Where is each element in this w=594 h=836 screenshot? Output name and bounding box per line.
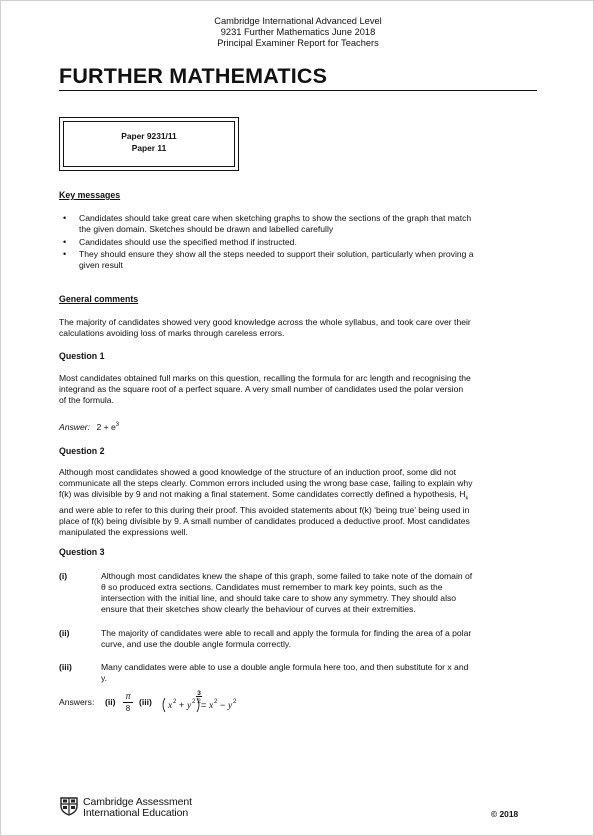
svg-text:2: 2: [173, 699, 177, 705]
text-line: Most candidates obtained full marks on this question, recalling the formula for arc length and recognising the: [59, 373, 471, 383]
bullet-2: [79, 237, 537, 248]
paper-code: Paper 9231/11: [121, 131, 177, 141]
question-3-heading: Question 3: [59, 547, 105, 557]
key-messages-heading: Key messages: [59, 190, 121, 200]
text-line: y.: [101, 673, 108, 683]
part-label: (iii): [59, 662, 72, 672]
text-line: of the formula.: [59, 395, 114, 405]
svg-text:=: =: [201, 700, 207, 710]
general-comments-heading: General comments: [59, 294, 139, 304]
answers-label: Answers:: [59, 697, 95, 707]
text-line: Although most candidates knew the shape of this graph, some failed to take note of the domain of: [101, 571, 473, 581]
svg-text:−: −: [220, 700, 226, 710]
bullet-3-line-1: They should ensure they show all the steps needed to support their solution, particularly when proving a: [79, 249, 474, 259]
fraction-denominator: 8: [125, 704, 131, 713]
question-2-text: [59, 467, 537, 538]
part-label: (i): [59, 571, 68, 581]
hypothesis-subscript: k: [465, 495, 469, 502]
text-line: curve, and use the double angle formula correctly.: [101, 639, 291, 649]
bullet-1-line-2: the given domain. Sketches should be drawn and labelled carefully: [79, 224, 334, 234]
text-line: The majority of candidates were able to recall and apply the formula for finding the area of a polar: [101, 628, 472, 638]
text-line: calculations avoiding loss of marks through careless errors.: [59, 328, 285, 338]
general-comments-text: [59, 317, 537, 339]
text-line: place of f(k) being divisible by 9. A small number of candidates produced a deductive proof. Most candidates: [59, 515, 470, 526]
svg-text:2: 2: [233, 699, 237, 705]
svg-text:2: 2: [192, 699, 196, 705]
part-label: (ii): [59, 628, 70, 638]
copyright: © 2018: [491, 809, 519, 819]
crest-icon: [59, 796, 79, 816]
bullet-dot: •: [63, 249, 67, 259]
question-2-heading: Question 2: [59, 446, 105, 456]
exponent-denominator: 2: [197, 698, 201, 705]
bullet-1: [79, 213, 537, 235]
paper-box-inner: [63, 121, 235, 167]
text-line: manipulated the expressions well.: [59, 526, 188, 537]
text-line: communicate all the steps clearly. Common errors included using the wrong base case, failing to explain why: [59, 478, 473, 488]
svg-text:+: +: [179, 700, 185, 710]
bullet-dot: •: [63, 237, 67, 247]
bullet-1-line-1: Candidates should take great care when sketching graphs to show the sections of the graph that match: [79, 213, 472, 223]
svg-text:2: 2: [214, 699, 218, 705]
svg-text:y: y: [228, 701, 233, 711]
text-line: Many candidates were able to use a double angle formula here too, and then substitute for x and: [101, 662, 469, 672]
paper-box: [59, 117, 239, 171]
question-1-heading: Question 1: [59, 351, 105, 361]
logo-line-1: Cambridge Assessment: [83, 796, 192, 808]
bullet-3-line-2: given result: [79, 260, 123, 270]
text-line-part: f(k) was divisible by 9 and not making a final statement. Some candidates correctly defined a hypothesis, H: [59, 489, 466, 499]
fraction-numerator: π: [125, 692, 131, 701]
page-title: FURTHER MATHEMATICS: [59, 64, 328, 88]
svg-text:x: x: [168, 701, 173, 711]
equation-graphic: [161, 689, 321, 715]
text-line: The majority of candidates showed very good knowledge across the whole syllabus, and took care over their: [59, 317, 471, 327]
question-1-text: [59, 373, 537, 406]
part-ii-text: [101, 628, 537, 650]
paper-number: Paper 11: [131, 143, 167, 153]
answer-part-label: (ii): [105, 697, 116, 707]
svg-text:y: y: [187, 701, 192, 711]
answer-part-label: (iii): [139, 697, 152, 707]
answer-exponent: 3: [115, 422, 120, 428]
bullet-3: [79, 249, 537, 271]
part-i-text: [101, 571, 537, 615]
bullet-2-line-1: Candidates should use the specified method if instructed.: [79, 237, 297, 247]
title-rule: [59, 90, 537, 91]
svg-text:x: x: [209, 701, 214, 711]
logo-line-2: International Education: [83, 807, 189, 819]
exponent-numerator: 3: [197, 690, 201, 697]
answer-label: Answer:: [59, 421, 91, 432]
header-line-1: Cambridge International Advanced Level: [214, 16, 382, 26]
text-line: intersection with the initial line, and should take care to show any symmetry. They should also: [101, 593, 457, 603]
header-line-2: 9231 Further Mathematics June 2018: [220, 27, 376, 37]
part-iii-text: [101, 662, 537, 684]
text-line: [59, 489, 537, 505]
question-1-answer: [59, 420, 537, 433]
text-line: integrand as the square root of a perfect square. A very small number of candidates used the polar version: [59, 384, 464, 394]
question-3-answers: [59, 688, 537, 716]
text-line: Although most candidates showed a good knowledge of the structure of an induction proof, some did not: [59, 467, 456, 477]
bullet-dot: •: [63, 213, 67, 223]
text-line: θ so produced extra sections. Candidates must remember to mark key points, such as the: [101, 582, 443, 592]
answer-value: 2 + e: [96, 421, 116, 432]
header-line-3: Principal Examiner Report for Teachers: [217, 38, 379, 48]
text-line: ensure that their sketches show clearly the behaviour of curves at their extremities.: [101, 604, 416, 614]
text-line: and were able to refer to this during their proof. This avoided statements about f(k) ‘being true’ being used in: [59, 504, 470, 515]
